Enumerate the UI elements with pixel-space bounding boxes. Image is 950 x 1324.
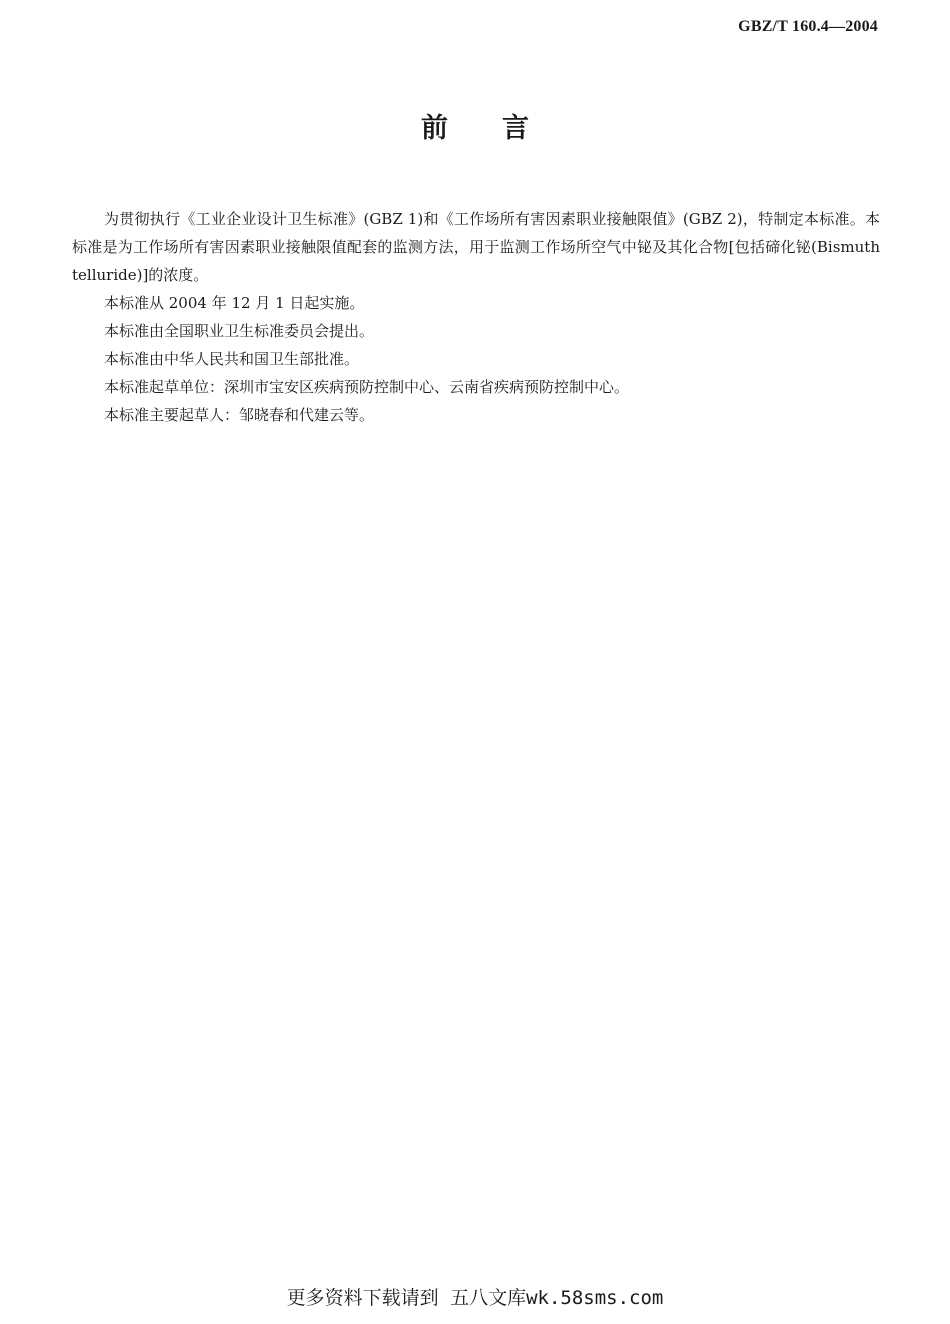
page-title: 前言 [421, 113, 583, 144]
paragraph-approved-by: 本标准由中华人民共和国卫生部批准。 [104, 350, 360, 368]
paragraph-drafting-units: 本标准起草单位：深圳市宝安区疾病预防控制中心、云南省疾病预防控制中心。 [104, 378, 630, 396]
paragraph-effective-date: 本标准从 2004 年 12 月 1 日起实施。 [104, 294, 365, 312]
paragraph-proposed-by: 本标准由全国职业卫生标准委员会提出。 [104, 322, 375, 340]
preface-body [72, 205, 880, 429]
paragraph-purpose: 为贯彻执行《工业企业设计卫生标准》(GBZ 1)和《工作场所有害因素职业接触限值》(GBZ 2)，特制定本标准。本标准是为工作场所有害因素职业接触限值配套的监测方法，用于监测工作场所空气中铋及其化合物[包括碲化铋(Bismuth telluride)]的浓度。 [72, 210, 880, 284]
paragraph-drafters: 本标准主要起草人：邹晓春和代建云等。 [104, 406, 375, 424]
footer-watermark: 更多资料下载请到 五八文库wk.58sms.com [286, 1287, 664, 1309]
standard-number: GBZ/T 160.4—2004 [738, 18, 878, 35]
